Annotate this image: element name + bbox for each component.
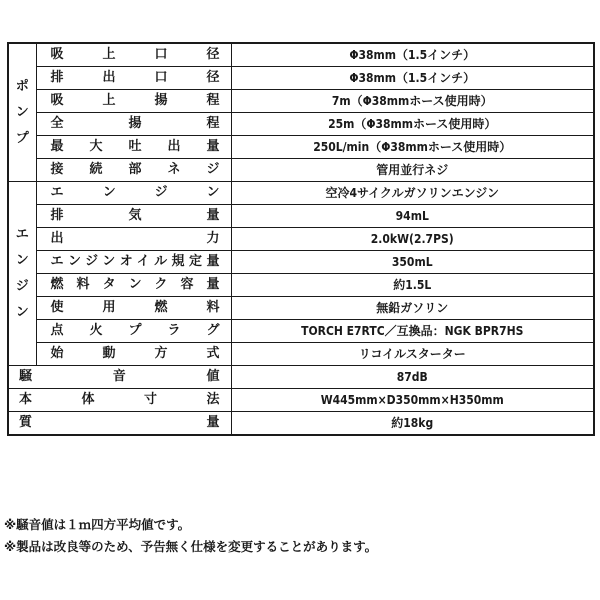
row-label: 使用燃料: [36, 297, 231, 320]
table-row: [8, 205, 594, 228]
table-row: [8, 159, 594, 182]
footnote: ※製品は改良等のため、予告無く仕様を変更することがあります。: [4, 539, 378, 554]
row-label: 始動方式: [36, 343, 231, 366]
group-label-pump: [8, 43, 36, 182]
group-char: エ: [15, 226, 29, 242]
table-row: [8, 182, 594, 205]
row-label: 接続部ネジ: [36, 159, 231, 182]
table-row: [8, 136, 594, 159]
group-char: ポ: [15, 78, 29, 94]
row-value: 2.0kW(2.7PS): [231, 228, 594, 251]
row-value: 7m（Φ38mmホース使用時）: [231, 90, 594, 113]
row-value: 250L/min（Φ38mmホース使用時）: [231, 136, 594, 159]
table-row: [8, 274, 594, 297]
footnote: ※騒音値は１ｍ四方平均値です。: [4, 517, 191, 532]
row-value: 87dB: [231, 366, 594, 389]
row-label: エンジン: [36, 182, 231, 205]
table-row: [8, 67, 594, 90]
row-label: 吸上揚程: [36, 90, 231, 113]
row-value: Φ38mm（1.5インチ）: [231, 43, 594, 67]
row-value: 空冷4サイクルガソリンエンジン: [231, 182, 594, 205]
table-row: [8, 90, 594, 113]
row-label: 本体寸法: [8, 389, 231, 412]
table-row: [8, 412, 594, 436]
table-row: [8, 113, 594, 136]
row-value: 350mL: [231, 251, 594, 274]
row-value: TORCH E7RTC／互換品：NGK BPR7HS: [231, 320, 594, 343]
row-label: 最大吐出量: [36, 136, 231, 159]
group-char: プ: [15, 130, 29, 146]
group-char: ン: [15, 104, 29, 120]
row-label: 燃料タンク容量: [36, 274, 231, 297]
spec-table: [7, 42, 595, 436]
row-value: W445mm×D350mm×H350mm: [231, 389, 594, 412]
row-label: エンジンオイル規定量: [36, 251, 231, 274]
row-label: 全揚程: [36, 113, 231, 136]
group-label-engine: [8, 182, 36, 366]
table-row: [8, 251, 594, 274]
row-value: 無鉛ガソリン: [231, 297, 594, 320]
row-label: 騒音値: [8, 366, 231, 389]
row-label: 点火プラグ: [36, 320, 231, 343]
row-label: 質量: [8, 412, 231, 436]
row-label: 出力: [36, 228, 231, 251]
row-value: 94mL: [231, 205, 594, 228]
table-row: [8, 389, 594, 412]
row-value: 約18kg: [231, 412, 594, 436]
footnotes: [4, 514, 596, 558]
group-char: ン: [15, 304, 29, 320]
group-char: ン: [15, 252, 29, 268]
row-value: 約1.5L: [231, 274, 594, 297]
table-row: [8, 43, 594, 67]
row-label: 排出口径: [36, 67, 231, 90]
row-value: 25m（Φ38mmホース使用時）: [231, 113, 594, 136]
row-label: 排気量: [36, 205, 231, 228]
group-char: ジ: [15, 278, 29, 294]
table-row: [8, 297, 594, 320]
table-row: [8, 228, 594, 251]
row-value: リコイルスターター: [231, 343, 594, 366]
table-row: [8, 366, 594, 389]
row-label: 吸上口径: [36, 43, 231, 67]
table-row: [8, 343, 594, 366]
table-row: [8, 320, 594, 343]
row-value: Φ38mm（1.5インチ）: [231, 67, 594, 90]
row-value: 管用並行ネジ: [231, 159, 594, 182]
